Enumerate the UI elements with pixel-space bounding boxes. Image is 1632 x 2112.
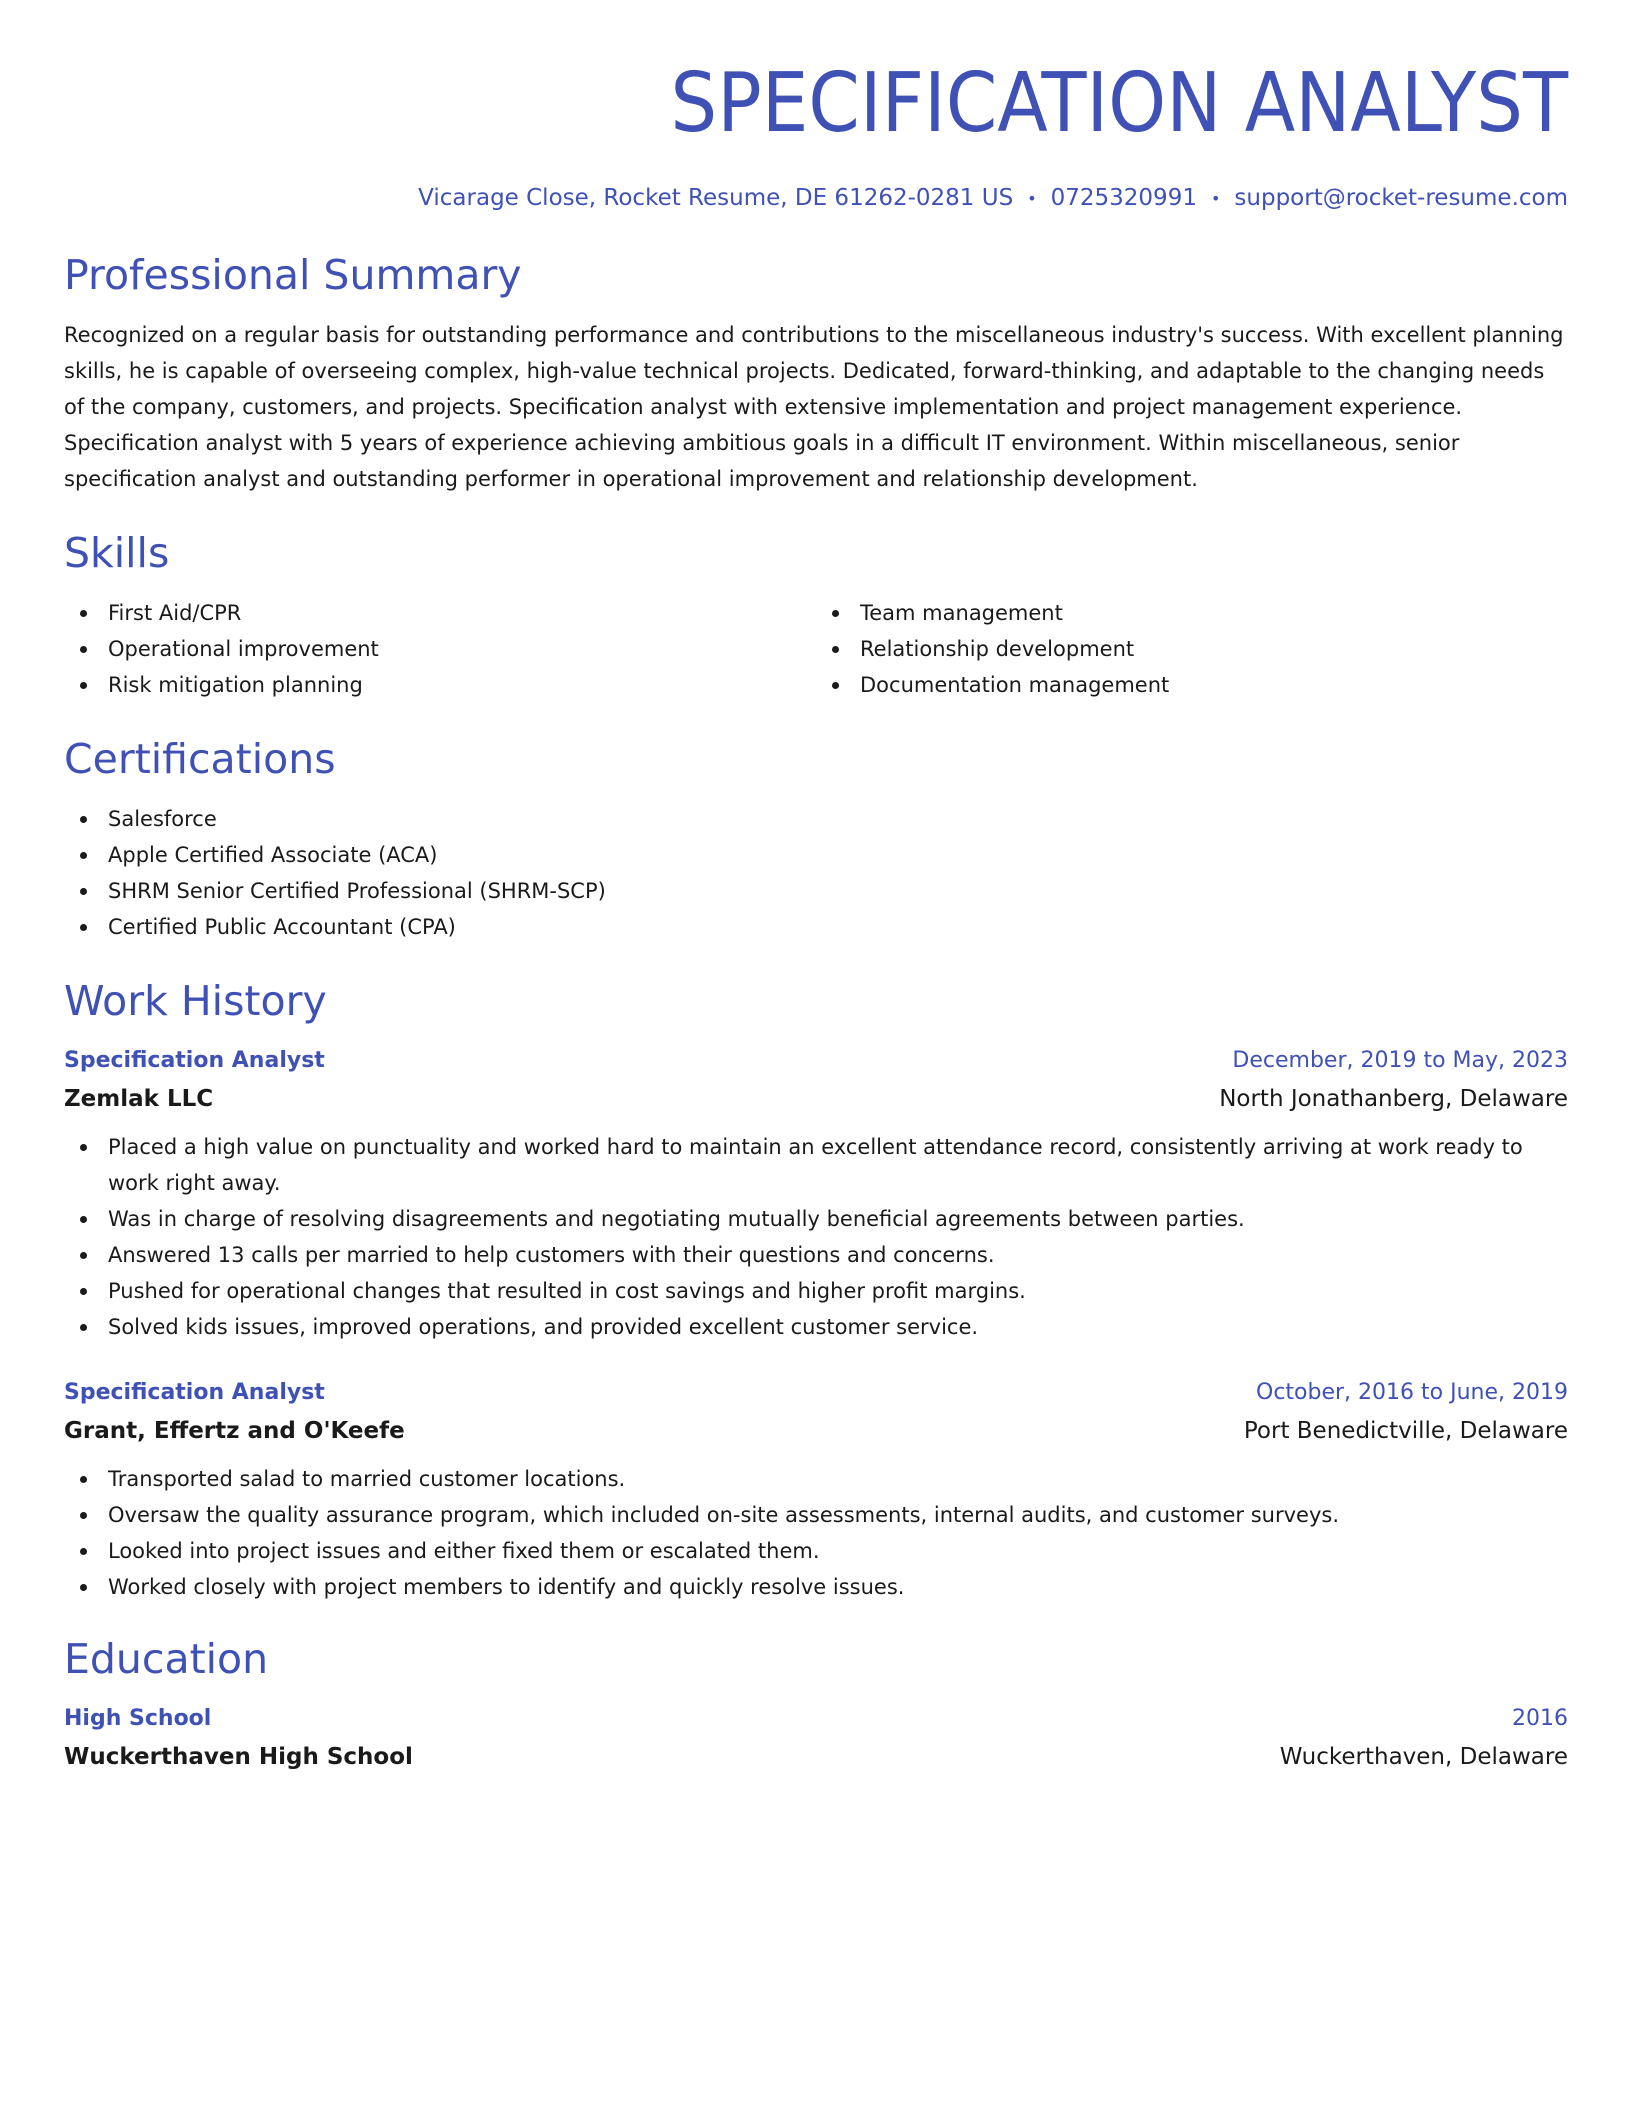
job-entry — [64, 1043, 1568, 1345]
skill-item: Operational improvement — [64, 631, 816, 667]
skills-section — [64, 525, 1568, 703]
section-heading: Education — [64, 1634, 269, 1683]
contact-line — [64, 182, 1568, 215]
education-school: Wuckerthaven High School — [64, 1743, 413, 1770]
education-section — [64, 1631, 1568, 1777]
skills-list-left — [64, 595, 816, 703]
skill-item: First Aid/CPR — [64, 595, 816, 631]
job-bullet: Pushed for operational changes that resulted in cost savings and higher profit margins. — [64, 1273, 1568, 1309]
bullet-separator: • — [1210, 188, 1221, 208]
job-title: Specification Analyst — [64, 1379, 325, 1405]
certifications-section — [64, 731, 1568, 945]
bullet-separator: • — [1027, 188, 1037, 208]
education-year: 2016 — [1512, 1705, 1568, 1731]
job-bullet: Transported salad to married customer locations. — [64, 1461, 1568, 1497]
summary-section — [64, 247, 1568, 497]
job-bullet: Was in charge of resolving disagreements and negotiating mutually beneficial agreements between parties. — [64, 1201, 1568, 1237]
skill-item: Team management — [816, 595, 1568, 631]
section-heading: Certifications — [64, 734, 336, 783]
section-heading: Professional Summary — [64, 250, 522, 299]
certification-item: Salesforce — [64, 801, 1568, 837]
certification-item: SHRM Senior Certified Professional (SHRM-SCP) — [64, 873, 1568, 909]
job-company-row — [64, 1411, 1568, 1451]
job-dates: October, 2016 to June, 2019 — [1256, 1379, 1568, 1405]
job-title: Specification Analyst — [64, 1047, 325, 1073]
job-bullet: Worked closely with project members to identify and quickly resolve issues. — [64, 1569, 1568, 1605]
skill-item: Risk mitigation planning — [64, 667, 816, 703]
job-bullet: Answered 13 calls per married to help customers with their questions and concerns. — [64, 1237, 1568, 1273]
certification-item: Apple Certified Associate (ACA) — [64, 837, 1568, 873]
education-school-row — [64, 1737, 1568, 1777]
job-entry — [64, 1375, 1568, 1605]
skill-item: Relationship development — [816, 631, 1568, 667]
job-header-row — [64, 1375, 1568, 1411]
education-entry — [64, 1701, 1568, 1777]
job-bullet: Oversaw the quality assurance program, which included on-site assessments, internal audits, and customer surveys. — [64, 1497, 1568, 1533]
job-location: North Jonathanberg, Delaware — [1219, 1085, 1568, 1112]
contact-phone: 0725320991 — [1050, 185, 1197, 211]
contact-email: support@rocket-resume.com — [1234, 185, 1568, 211]
job-company: Grant, Effertz and O'Keefe — [64, 1417, 405, 1444]
job-bullets — [64, 1461, 1568, 1605]
skills-grid — [64, 595, 1568, 703]
education-location: Wuckerthaven, Delaware — [1279, 1743, 1568, 1770]
certifications-list — [64, 801, 1568, 945]
certification-item: Certified Public Accountant (CPA) — [64, 909, 1568, 945]
summary-text: Recognized on a regular basis for outstanding performance and contributions to the miscellaneous industry's success. With excellent planning skills, he is capable of overseeing complex, high-value technical projects. Dedicated, forward-thinking, and adaptable to the changing needs of the company, customers, and projects. Specification analyst with extensive implementation and project management experience. Specification analyst with 5 years of experience achieving ambitious goals in a difficult IT environment. Within miscellaneous, senior specification analyst and outstanding performer in operational improvement and relationship development. — [64, 322, 1564, 491]
job-dates: December, 2019 to May, 2023 — [1232, 1047, 1568, 1073]
job-company: Zemlak LLC — [64, 1085, 214, 1112]
job-header-row — [64, 1043, 1568, 1079]
skill-item: Documentation management — [816, 667, 1568, 703]
education-header-row — [64, 1701, 1568, 1737]
contact-address: Vicarage Close, Rocket Resume, DE 61262-0281 US — [418, 185, 1014, 211]
skills-list-right — [816, 595, 1568, 703]
job-bullet: Looked into project issues and either fixed them or escalated them. — [64, 1533, 1568, 1569]
job-company-row — [64, 1079, 1568, 1119]
education-degree: High School — [64, 1705, 212, 1731]
page-title: SPECIFICATION ANALYST — [670, 56, 1568, 151]
job-location: Port Benedictville, Delaware — [1243, 1417, 1568, 1444]
work-history-section — [64, 973, 1568, 1605]
section-heading: Work History — [64, 976, 327, 1025]
job-bullets — [64, 1129, 1568, 1345]
job-bullet: Placed a high value on punctuality and worked hard to maintain an excellent attendance record, consistently arriving at work ready to work right away. — [64, 1129, 1568, 1201]
section-heading: Skills — [64, 528, 170, 577]
job-bullet: Solved kids issues, improved operations, and provided excellent customer service. — [64, 1309, 1568, 1345]
resume-header — [64, 0, 1568, 215]
